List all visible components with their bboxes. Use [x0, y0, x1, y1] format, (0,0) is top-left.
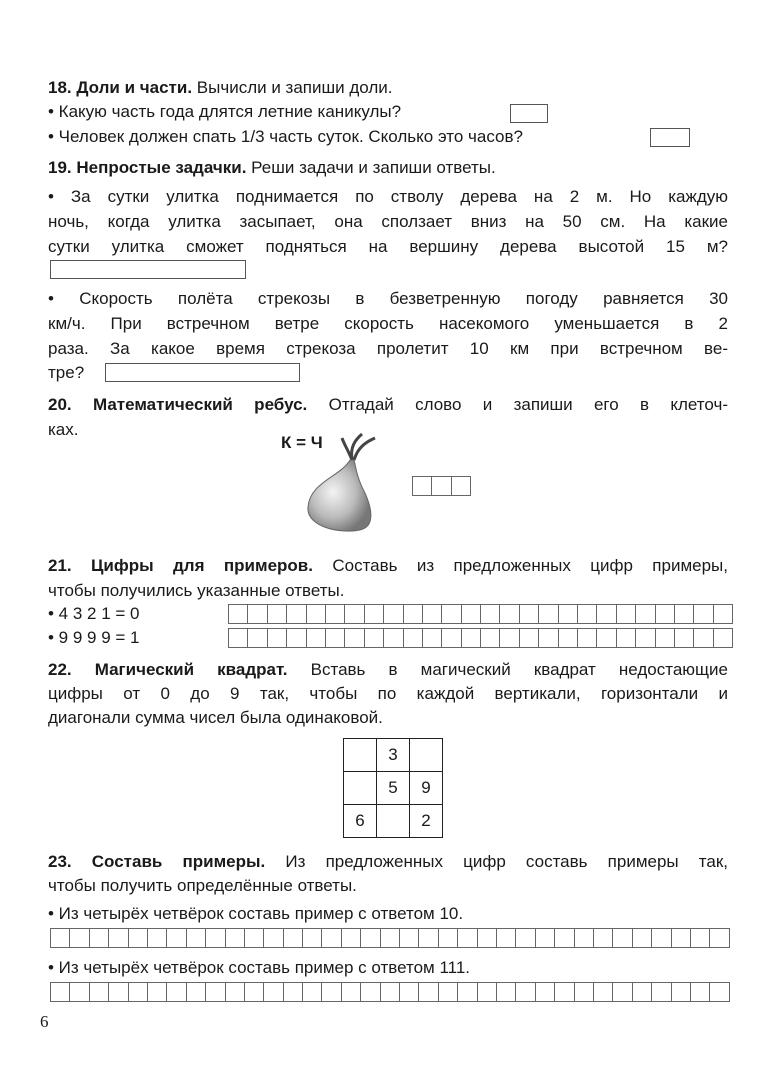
answer-cell[interactable] — [520, 628, 539, 648]
answer-cell[interactable] — [90, 928, 109, 948]
answer-cell[interactable] — [51, 982, 70, 1002]
answer-cell[interactable] — [575, 982, 594, 1002]
answer-cell[interactable] — [423, 628, 442, 648]
answer-cell[interactable] — [381, 928, 400, 948]
onion-illustration — [300, 432, 390, 537]
answer-cell[interactable] — [226, 982, 245, 1002]
answer-cell[interactable] — [322, 928, 341, 948]
answer-cell[interactable] — [481, 628, 500, 648]
answer-cell[interactable] — [656, 628, 675, 648]
answer-cell[interactable] — [555, 982, 574, 1002]
answer-cell[interactable] — [516, 928, 535, 948]
answer-cell[interactable] — [148, 982, 167, 1002]
example-2: • 9 9 9 9 = 1 — [48, 628, 140, 647]
answer-cells[interactable] — [228, 628, 733, 648]
answer-cell[interactable] — [365, 628, 384, 648]
answer-cell[interactable] — [287, 628, 306, 648]
answer-cell[interactable] — [536, 982, 555, 1002]
answer-cell[interactable] — [710, 928, 729, 948]
task-18-question-1: • Какую часть года длятся летние каникулы? — [48, 102, 402, 121]
answer-cell[interactable] — [613, 928, 632, 948]
answer-cell[interactable] — [652, 982, 671, 1002]
answer-cell[interactable] — [284, 982, 303, 1002]
answer-cell[interactable] — [167, 928, 186, 948]
answer-cell[interactable] — [617, 604, 636, 624]
answer-cell[interactable] — [516, 982, 535, 1002]
answer-cell[interactable] — [361, 928, 380, 948]
square-cell: 6 — [344, 805, 377, 838]
answer-cell[interactable] — [675, 628, 694, 648]
answer-cell[interactable] — [714, 604, 733, 624]
task-instruction: Реши задачи и запиши ответы. — [246, 158, 496, 177]
answer-cell[interactable] — [248, 628, 267, 648]
task-18-heading — [48, 77, 728, 99]
answer-cell[interactable] — [536, 928, 555, 948]
task-22-heading — [48, 659, 728, 681]
answer-cells[interactable] — [50, 982, 730, 1002]
answer-cell[interactable] — [555, 928, 574, 948]
answer-cell[interactable] — [70, 982, 89, 1002]
task-instruction: Из предложенных цифр составь примеры так, — [265, 852, 728, 871]
square-cell: 2 — [410, 805, 443, 838]
answer-cell[interactable] — [652, 928, 671, 948]
answer-cell[interactable] — [656, 604, 675, 624]
task-title: 22. Магический квадрат. — [48, 660, 288, 679]
answer-cell[interactable] — [264, 982, 283, 1002]
square-cell: 5 — [377, 772, 410, 805]
answer-cell[interactable] — [559, 628, 578, 648]
answer-cell[interactable] — [326, 628, 345, 648]
answer-cell[interactable] — [613, 982, 632, 1002]
answer-cell[interactable] — [268, 604, 287, 624]
answer-cell[interactable] — [617, 628, 636, 648]
answer-cell[interactable] — [229, 628, 248, 648]
answer-cell[interactable] — [404, 628, 423, 648]
answer-cell[interactable] — [539, 604, 558, 624]
answer-cell[interactable] — [694, 604, 713, 624]
answer-cell[interactable] — [500, 628, 519, 648]
square-cell: 9 — [410, 772, 443, 805]
answer-cell[interactable] — [268, 628, 287, 648]
problem-2-line: • Скорость полёта стрекозы в безветренную погоду равняется 30 — [48, 289, 728, 308]
answer-cell[interactable] — [400, 928, 419, 948]
answer-cell[interactable] — [559, 604, 578, 624]
problem-1-line: ночь, когда улитка засыпает, она сползает вниз на 50 см. На какие — [48, 212, 728, 231]
answer-cell[interactable] — [672, 928, 691, 948]
task-instruction: Вычисли и запиши доли. — [192, 78, 393, 97]
task-23-continuation: чтобы получить определённые ответы. — [48, 876, 357, 895]
answer-cell[interactable] — [419, 928, 438, 948]
task-title: 20. Математический ребус. — [48, 395, 308, 414]
answer-cell[interactable] — [206, 928, 225, 948]
answer-cell[interactable] — [714, 628, 733, 648]
answer-cell[interactable] — [423, 604, 442, 624]
answer-box[interactable] — [510, 104, 548, 123]
page-number: 6 — [40, 1012, 49, 1031]
answer-cell[interactable] — [206, 982, 225, 1002]
answer-cell[interactable] — [636, 604, 655, 624]
problem-2-line: км/ч. При встречном ветре скорость насекомого уменьшается в 2 — [48, 314, 728, 333]
answer-cell[interactable] — [404, 604, 423, 624]
answer-cell[interactable] — [497, 982, 516, 1002]
answer-cell[interactable] — [400, 982, 419, 1002]
answer-cell[interactable] — [345, 604, 364, 624]
answer-cell[interactable] — [594, 928, 613, 948]
problem-2-line: раза. За какое время стрекоза пролетит 10 км при встречном ве- — [48, 339, 728, 358]
answer-cell[interactable] — [458, 982, 477, 1002]
answer-cell[interactable] — [597, 604, 616, 624]
answer-cell[interactable] — [710, 982, 729, 1002]
answer-cell[interactable] — [636, 628, 655, 648]
answer-cell[interactable] — [70, 928, 89, 948]
answer-cell[interactable] — [442, 604, 461, 624]
answer-cell[interactable] — [442, 628, 461, 648]
task-title: 21. Цифры для примеров. — [48, 556, 313, 575]
answer-cell[interactable] — [633, 982, 652, 1002]
task-22-line: диагонали сумма чисел была одинаковой. — [48, 708, 383, 727]
answer-cell[interactable] — [381, 982, 400, 1002]
answer-cell[interactable] — [575, 928, 594, 948]
task-22-line: цифры от 0 до 9 так, чтобы по каждой вертикали, горизонтали и — [48, 684, 728, 703]
answer-cell[interactable] — [691, 982, 710, 1002]
answer-cell[interactable] — [287, 604, 306, 624]
answer-cell[interactable] — [578, 628, 597, 648]
problem-1-line: • За сутки улитка поднимается по стволу дерева на 2 м. Но каждую — [48, 187, 728, 206]
task-title: 18. Доли и части. — [48, 78, 193, 97]
answer-cell[interactable] — [691, 928, 710, 948]
rebus-text: К = Ч — [281, 433, 323, 452]
answer-cell[interactable] — [307, 628, 326, 648]
answer-cell[interactable] — [497, 928, 516, 948]
answer-cell[interactable] — [229, 604, 248, 624]
answer-cell[interactable] — [539, 628, 558, 648]
answer-box[interactable] — [650, 128, 690, 147]
answer-cell[interactable] — [109, 982, 128, 1002]
task-20-continuation: ках. — [48, 420, 79, 439]
task-instruction: Вставь в магический квадрат недостающие — [287, 660, 728, 679]
answer-cell[interactable] — [481, 604, 500, 624]
answer-cell[interactable] — [345, 628, 364, 648]
answer-cell[interactable] — [419, 982, 438, 1002]
answer-cell[interactable] — [129, 928, 148, 948]
answer-cell[interactable] — [672, 982, 691, 1002]
square-cell: 3 — [377, 739, 410, 772]
answer-cell[interactable] — [478, 982, 497, 1002]
answer-cell[interactable] — [303, 982, 322, 1002]
answer-cell[interactable] — [284, 928, 303, 948]
answer-cell[interactable] — [264, 928, 283, 948]
answer-cell[interactable] — [694, 628, 713, 648]
answer-cell[interactable] — [633, 928, 652, 948]
answer-cell[interactable] — [245, 982, 264, 1002]
magic-square — [343, 738, 443, 838]
task-title: 23. Составь примеры. — [48, 852, 266, 871]
task-title: 19. Непростые задачки. — [48, 158, 247, 177]
answer-cell[interactable] — [307, 604, 326, 624]
answer-cells[interactable] — [228, 604, 733, 624]
square-cell[interactable] — [410, 739, 443, 772]
answer-cell[interactable] — [439, 928, 458, 948]
answer-cell[interactable] — [578, 604, 597, 624]
answer-cell[interactable] — [187, 928, 206, 948]
answer-box[interactable] — [50, 260, 246, 279]
answer-cell[interactable] — [322, 982, 341, 1002]
answer-cell[interactable] — [129, 982, 148, 1002]
square-cell[interactable] — [344, 772, 377, 805]
task-18-question-2: • Человек должен спать 1/3 часть суток. Сколько это часов? — [48, 127, 523, 146]
answer-cell[interactable] — [303, 928, 322, 948]
answer-cell[interactable] — [384, 628, 403, 648]
answer-cell[interactable] — [597, 628, 616, 648]
answer-cell[interactable] — [342, 928, 361, 948]
answer-cell[interactable] — [365, 604, 384, 624]
task-instruction: Отгадай слово и запиши его в клеточ- — [307, 395, 728, 414]
answer-cell[interactable] — [361, 982, 380, 1002]
answer-cell[interactable] — [187, 982, 206, 1002]
answer-cell[interactable] — [326, 604, 345, 624]
task-21-continuation: чтобы получились указанные ответы. — [48, 581, 345, 600]
square-cell[interactable] — [344, 739, 377, 772]
problem-2-line: тре? — [48, 363, 85, 382]
task-instruction: Составь из предложенных цифр примеры, — [312, 556, 728, 575]
answer-cell[interactable] — [458, 928, 477, 948]
task-23-question-2: • Из четырёх четвёрок составь пример с ответом 111. — [48, 958, 471, 977]
answer-cell[interactable] — [384, 604, 403, 624]
example-1: • 4 3 2 1 = 0 — [48, 604, 140, 623]
problem-1-line: сутки улитка сможет подняться на вершину дерева высотой 15 м? — [48, 237, 728, 256]
answer-cell[interactable] — [478, 928, 497, 948]
answer-cells[interactable] — [50, 928, 730, 948]
answer-cell[interactable] — [148, 928, 167, 948]
answer-cell[interactable] — [167, 982, 186, 1002]
task-23-heading — [48, 851, 728, 873]
answer-cell[interactable] — [248, 604, 267, 624]
answer-box[interactable] — [105, 363, 300, 382]
answer-cell[interactable] — [439, 982, 458, 1002]
answer-cell[interactable] — [90, 982, 109, 1002]
answer-cell[interactable] — [226, 928, 245, 948]
task-20-heading — [48, 394, 728, 416]
answer-cell[interactable] — [500, 604, 519, 624]
answer-cell[interactable] — [462, 604, 481, 624]
answer-cells[interactable] — [412, 476, 471, 496]
answer-cell[interactable] — [462, 628, 481, 648]
task-23-question-1: • Из четырёх четвёрок составь пример с ответом 10. — [48, 904, 464, 923]
task-21-heading — [48, 555, 728, 577]
answer-cell[interactable] — [594, 982, 613, 1002]
answer-cell[interactable] — [245, 928, 264, 948]
square-cell[interactable] — [377, 805, 410, 838]
answer-cell[interactable] — [520, 604, 539, 624]
task-19-heading — [48, 157, 728, 179]
answer-cell[interactable] — [51, 928, 70, 948]
answer-cell[interactable] — [109, 928, 128, 948]
answer-cell[interactable] — [675, 604, 694, 624]
answer-cell[interactable] — [342, 982, 361, 1002]
